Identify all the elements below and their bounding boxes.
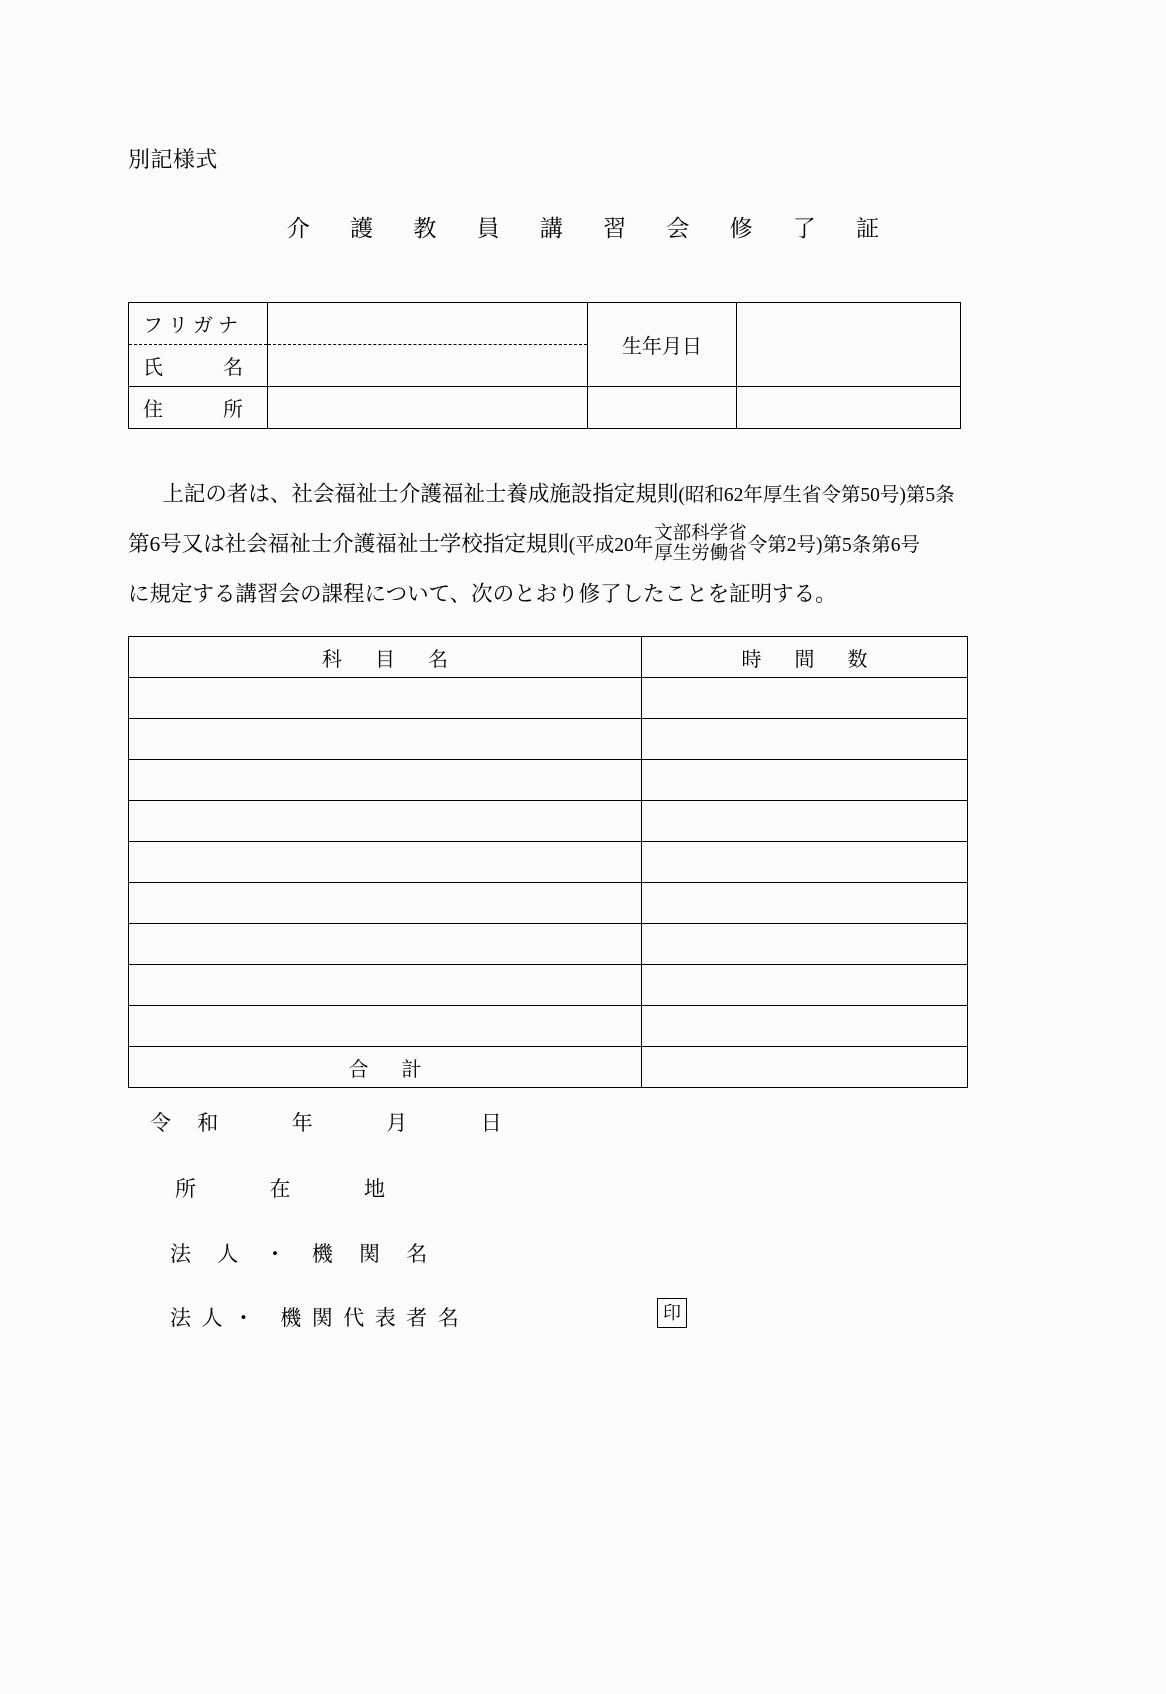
- table-header-row: [129, 637, 968, 678]
- table-row: [129, 801, 968, 842]
- subject-cell[interactable]: [129, 678, 642, 719]
- table-row-address: [129, 387, 961, 429]
- furigana-value-cell[interactable]: [268, 303, 588, 345]
- ministry-stack: [654, 525, 747, 565]
- address-label: 住 所: [143, 399, 243, 421]
- statement-line2-a: 第6号又は社会福祉士介護福祉士学校指定規則: [128, 532, 569, 556]
- subject-cell[interactable]: [129, 924, 642, 965]
- address-value-cell[interactable]: [268, 387, 588, 429]
- subject-hours-table: [128, 636, 968, 1088]
- dob-label: 生年月日: [622, 336, 702, 358]
- hours-cell[interactable]: [642, 760, 968, 801]
- person-info-table: [128, 302, 961, 429]
- subject-cell[interactable]: [129, 883, 642, 924]
- name-value-cell[interactable]: [268, 345, 588, 387]
- dob-label-cell: [588, 303, 737, 387]
- table-row-total: [129, 1047, 968, 1088]
- statement-line3: に規定する講習会の課程について、次のとおり修了したことを証明する。: [128, 582, 837, 606]
- issuer-organization-line[interactable]: 法 人 ・ 機 関 名: [170, 1242, 438, 1266]
- hours-cell[interactable]: [642, 1006, 968, 1047]
- column-header-hours: 時 間 数: [642, 637, 968, 678]
- page-title: 介 護 教 員 講 習 会 修 了 証: [286, 216, 897, 241]
- statement-line2-c: 令第2号)第5条第6号: [747, 535, 921, 556]
- table-row: [129, 678, 968, 719]
- statement-line2-b: (平成20年: [568, 535, 654, 556]
- furigana-label-cell: [129, 303, 268, 345]
- subject-cell[interactable]: [129, 760, 642, 801]
- table-row: [129, 965, 968, 1006]
- subject-cell[interactable]: [129, 719, 642, 760]
- ministry-top-label: 文部科学省: [654, 524, 747, 545]
- issuer-representative-line[interactable]: 法人・ 機関代表者名: [170, 1306, 470, 1330]
- total-hours-cell[interactable]: [642, 1047, 968, 1088]
- table-row: [129, 883, 968, 924]
- column-header-subject: 科 目 名: [129, 637, 642, 678]
- address-extra-cell-2[interactable]: [737, 387, 961, 429]
- name-label-cell: [129, 345, 268, 387]
- hours-cell[interactable]: [642, 883, 968, 924]
- hours-cell[interactable]: [642, 719, 968, 760]
- statement-line1-a: 上記の者は、社会福祉士介護福祉士養成施設指定規則: [162, 482, 679, 506]
- table-row-furigana: [129, 303, 961, 345]
- hours-cell[interactable]: [642, 801, 968, 842]
- subject-cell[interactable]: [129, 965, 642, 1006]
- hours-cell[interactable]: [642, 842, 968, 883]
- table-row: [129, 760, 968, 801]
- seal-icon: 印: [657, 1298, 687, 1328]
- form-id-label: 別記様式: [128, 147, 218, 172]
- statement-line1-b: (昭和62年厚生省令第50号)第5条: [678, 485, 955, 506]
- address-label-cell: [129, 387, 268, 429]
- name-label: 氏 名: [143, 357, 243, 379]
- subject-cell[interactable]: [129, 1006, 642, 1047]
- hours-cell[interactable]: [642, 678, 968, 719]
- certification-statement: [128, 470, 963, 619]
- total-label: 合 計: [129, 1047, 642, 1088]
- subject-cell[interactable]: [129, 842, 642, 883]
- subject-cell[interactable]: [129, 801, 642, 842]
- table-row: [129, 719, 968, 760]
- dob-value-cell[interactable]: [737, 303, 961, 387]
- table-row: [129, 842, 968, 883]
- hours-cell[interactable]: [642, 924, 968, 965]
- table-row: [129, 1006, 968, 1047]
- ministry-bottom-label: 厚生労働省: [654, 544, 747, 565]
- table-row: [129, 924, 968, 965]
- issue-date-line[interactable]: 令 和 年 月 日: [150, 1111, 513, 1135]
- issuer-address-line[interactable]: 所 在 地: [175, 1177, 396, 1201]
- address-extra-cell-1[interactable]: [588, 387, 737, 429]
- hours-cell[interactable]: [642, 965, 968, 1006]
- furigana-label: フ リ ガ ナ: [143, 315, 238, 337]
